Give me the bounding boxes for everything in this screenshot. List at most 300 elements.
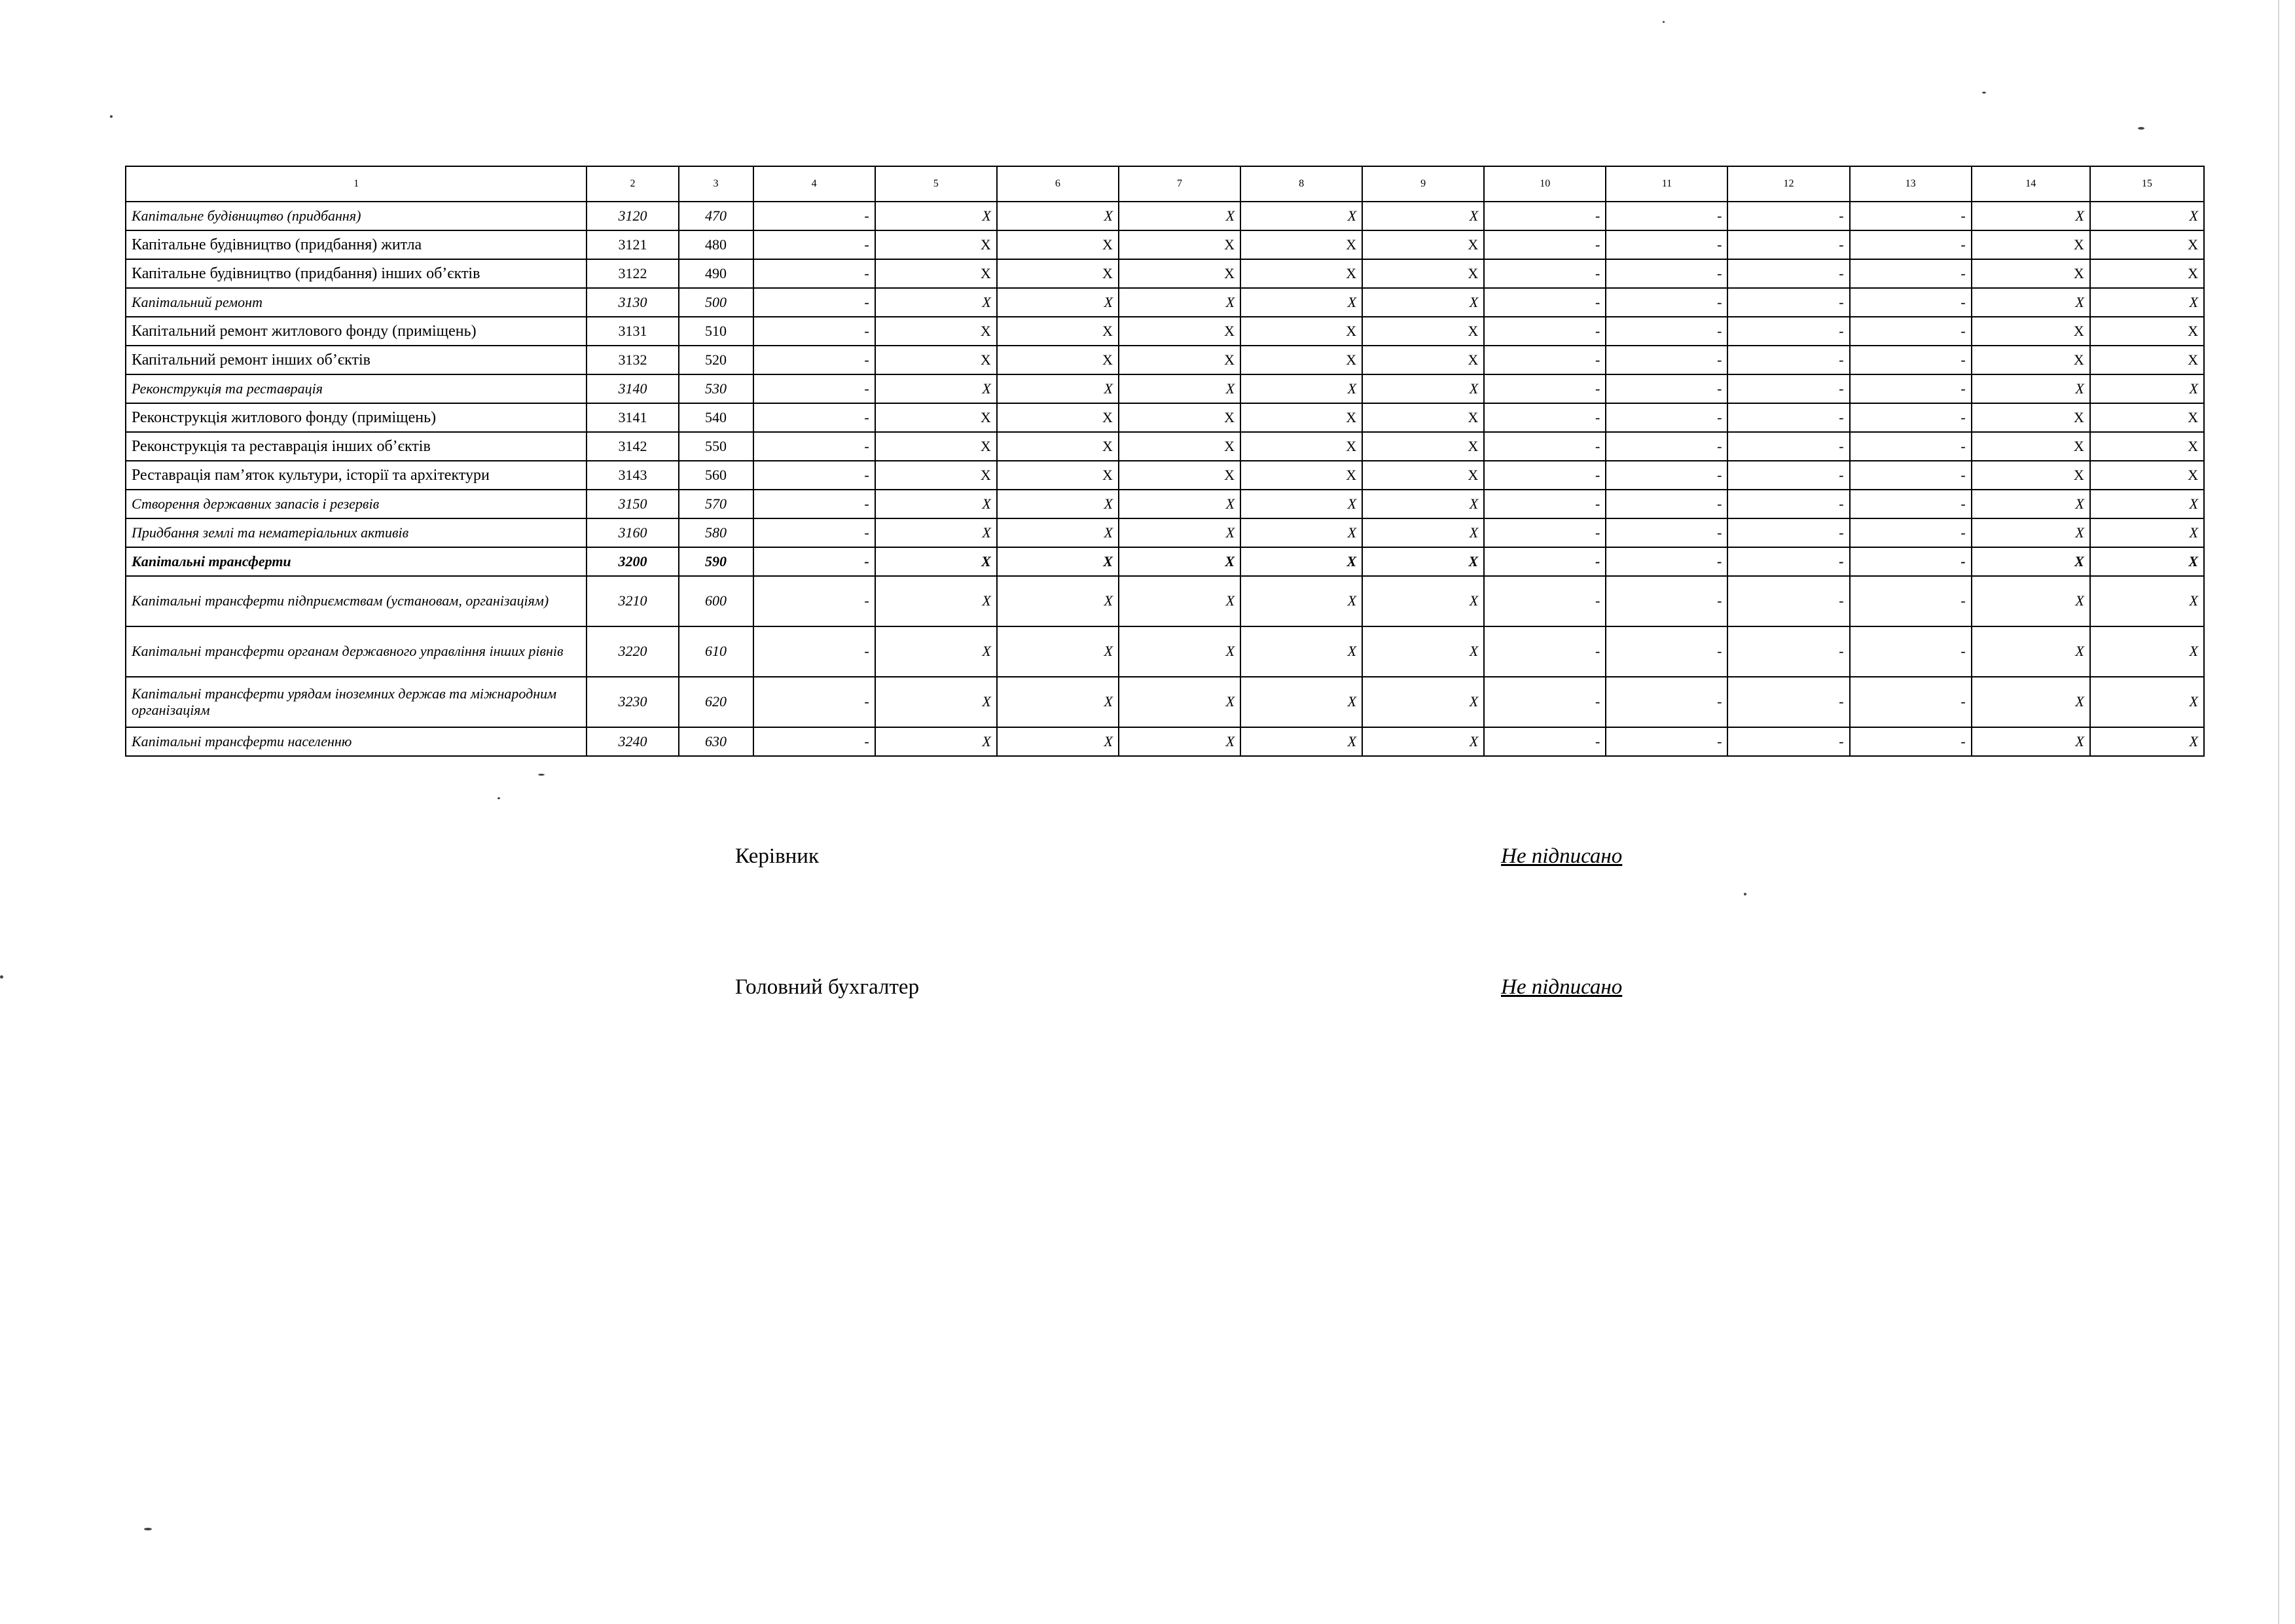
row-value-cell: X	[1972, 677, 2090, 727]
row-value-cell: X	[1362, 727, 1484, 756]
row-value-cell: X	[875, 461, 997, 490]
row-value-cell: X	[875, 518, 997, 547]
column-header: 10	[1484, 166, 1606, 202]
row-value-cell: -	[1606, 490, 1727, 518]
column-header: 3	[679, 166, 753, 202]
table-row	[126, 576, 2204, 626]
row-value-cell: X	[875, 727, 997, 756]
row-value-cell: X	[997, 374, 1119, 403]
row-value-cell: X	[875, 576, 997, 626]
row-value-cell: X	[997, 727, 1119, 756]
row-value-cell: -	[1727, 346, 1849, 374]
row-value-cell: X	[1240, 202, 1362, 230]
row-value-cell: X	[1119, 346, 1240, 374]
column-header: 9	[1362, 166, 1484, 202]
row-value-cell: X	[875, 626, 997, 677]
row-value-cell: X	[1362, 403, 1484, 432]
row-value-cell: X	[1972, 490, 2090, 518]
row-line-code: 520	[679, 346, 753, 374]
row-line-code: 630	[679, 727, 753, 756]
row-value-cell: -	[1850, 461, 1972, 490]
row-value-cell: X	[1240, 403, 1362, 432]
row-value-cell: X	[2090, 230, 2204, 259]
row-value-cell: -	[753, 317, 875, 346]
row-value-cell: X	[2090, 317, 2204, 346]
accountant-signature-status: Не підписано	[1501, 975, 1623, 999]
row-value-cell: -	[1850, 576, 1972, 626]
row-code: 3121	[587, 230, 678, 259]
row-value-cell: X	[1119, 547, 1240, 576]
row-line-code: 580	[679, 518, 753, 547]
row-value-cell: -	[1484, 490, 1606, 518]
row-value-cell: X	[2090, 490, 2204, 518]
table-row	[126, 461, 2204, 490]
row-value-cell: X	[875, 490, 997, 518]
expenditure-table	[125, 166, 2205, 757]
row-value-cell: X	[1362, 547, 1484, 576]
row-line-code: 570	[679, 490, 753, 518]
row-name: Капітальний ремонт житлового фонду (приміщень)	[126, 317, 587, 346]
column-header: 4	[753, 166, 875, 202]
row-value-cell: -	[1727, 202, 1849, 230]
row-value-cell: -	[1850, 518, 1972, 547]
row-value-cell: -	[753, 490, 875, 518]
row-value-cell: X	[1240, 374, 1362, 403]
row-value-cell: X	[2090, 461, 2204, 490]
row-value-cell: X	[2090, 259, 2204, 288]
row-value-cell: -	[1606, 677, 1727, 727]
row-value-cell: X	[2090, 518, 2204, 547]
row-value-cell: X	[2090, 677, 2204, 727]
row-code: 3131	[587, 317, 678, 346]
row-value-cell: X	[875, 259, 997, 288]
row-value-cell: X	[1240, 727, 1362, 756]
row-value-cell: X	[875, 374, 997, 403]
table-row	[126, 374, 2204, 403]
row-line-code: 590	[679, 547, 753, 576]
row-value-cell: X	[2090, 727, 2204, 756]
row-value-cell: X	[1362, 518, 1484, 547]
table-row	[126, 490, 2204, 518]
row-value-cell: -	[1850, 626, 1972, 677]
row-value-cell: X	[1119, 518, 1240, 547]
row-code: 3160	[587, 518, 678, 547]
scan-speck	[110, 115, 113, 118]
table-row	[126, 230, 2204, 259]
row-line-code: 550	[679, 432, 753, 461]
table-row	[126, 626, 2204, 677]
row-value-cell: X	[875, 547, 997, 576]
row-value-cell: X	[997, 518, 1119, 547]
row-value-cell: -	[1850, 317, 1972, 346]
row-value-cell: -	[1606, 432, 1727, 461]
row-value-cell: X	[1240, 461, 1362, 490]
row-code: 3230	[587, 677, 678, 727]
row-value-cell: X	[1972, 576, 2090, 626]
scan-speck	[0, 975, 3, 979]
row-name: Придбання землі та нематеріальних активів	[126, 518, 587, 547]
row-line-code: 610	[679, 626, 753, 677]
row-value-cell: -	[1484, 432, 1606, 461]
row-value-cell: X	[2090, 374, 2204, 403]
row-value-cell: -	[1484, 346, 1606, 374]
row-value-cell: X	[1240, 288, 1362, 317]
row-value-cell: -	[1606, 727, 1727, 756]
row-value-cell: X	[1119, 432, 1240, 461]
row-value-cell: X	[1362, 288, 1484, 317]
row-value-cell: X	[875, 346, 997, 374]
row-value-cell: -	[1484, 518, 1606, 547]
row-value-cell: X	[1362, 626, 1484, 677]
row-value-cell: X	[1972, 230, 2090, 259]
row-code: 3150	[587, 490, 678, 518]
row-value-cell: X	[875, 677, 997, 727]
head-signature-status: Не підписано	[1501, 844, 1623, 868]
table-row	[126, 403, 2204, 432]
row-value-cell: X	[1240, 432, 1362, 461]
row-line-code: 480	[679, 230, 753, 259]
scan-speck	[497, 797, 500, 799]
scan-speck	[144, 1528, 152, 1530]
row-value-cell: X	[997, 230, 1119, 259]
row-name: Реставрація пам’яток культури, історії та архітектури	[126, 461, 587, 490]
row-value-cell: -	[753, 626, 875, 677]
row-value-cell: -	[753, 374, 875, 403]
row-value-cell: -	[1850, 374, 1972, 403]
row-value-cell: X	[1240, 547, 1362, 576]
row-value-cell: -	[1484, 576, 1606, 626]
row-value-cell: X	[1119, 727, 1240, 756]
row-value-cell: -	[1606, 374, 1727, 403]
row-code: 3240	[587, 727, 678, 756]
row-value-cell: -	[1484, 374, 1606, 403]
row-line-code: 560	[679, 461, 753, 490]
row-value-cell: X	[1972, 317, 2090, 346]
row-value-cell: X	[1972, 374, 2090, 403]
row-value-cell: -	[1606, 576, 1727, 626]
column-header: 11	[1606, 166, 1727, 202]
row-name: Капітальний ремонт інших об’єктів	[126, 346, 587, 374]
row-line-code: 620	[679, 677, 753, 727]
row-value-cell: -	[1850, 432, 1972, 461]
row-value-cell: -	[1727, 432, 1849, 461]
row-value-cell: X	[1362, 576, 1484, 626]
row-code: 3210	[587, 576, 678, 626]
row-line-code: 500	[679, 288, 753, 317]
row-value-cell: -	[1727, 288, 1849, 317]
row-value-cell: X	[1362, 346, 1484, 374]
row-name: Капітальні трансферти населенню	[126, 727, 587, 756]
row-value-cell: -	[753, 547, 875, 576]
row-value-cell: -	[753, 230, 875, 259]
row-value-cell: -	[753, 518, 875, 547]
row-value-cell: X	[1119, 626, 1240, 677]
scan-edge-line	[2278, 0, 2279, 1624]
scan-speck	[538, 774, 545, 776]
row-value-cell: -	[1727, 403, 1849, 432]
row-name: Капітальні трансферти органам державного управління інших рівнів	[126, 626, 587, 677]
row-value-cell: X	[997, 317, 1119, 346]
row-value-cell: -	[753, 403, 875, 432]
row-name: Створення державних запасів і резервів	[126, 490, 587, 518]
row-value-cell: -	[1606, 288, 1727, 317]
table-row	[126, 288, 2204, 317]
row-value-cell: X	[1362, 230, 1484, 259]
row-value-cell: -	[753, 288, 875, 317]
table-row	[126, 677, 2204, 727]
row-value-cell: X	[997, 677, 1119, 727]
row-value-cell: X	[1119, 576, 1240, 626]
row-value-cell: -	[1606, 346, 1727, 374]
row-value-cell: X	[1362, 490, 1484, 518]
row-value-cell: X	[1240, 490, 1362, 518]
row-value-cell: -	[1727, 461, 1849, 490]
row-value-cell: X	[1362, 677, 1484, 727]
row-value-cell: X	[2090, 576, 2204, 626]
row-name: Капітальне будівництво (придбання) інших об’єктів	[126, 259, 587, 288]
row-value-cell: -	[1850, 202, 1972, 230]
row-value-cell: -	[1727, 677, 1849, 727]
row-value-cell: -	[753, 461, 875, 490]
row-code: 3141	[587, 403, 678, 432]
scan-speck	[2138, 127, 2144, 130]
column-header: 14	[1972, 166, 2090, 202]
row-value-cell: X	[997, 461, 1119, 490]
row-value-cell: X	[2090, 202, 2204, 230]
row-value-cell: -	[1850, 727, 1972, 756]
row-value-cell: X	[1972, 518, 2090, 547]
table-row	[126, 518, 2204, 547]
row-line-code: 540	[679, 403, 753, 432]
row-value-cell: X	[1240, 259, 1362, 288]
row-value-cell: X	[1240, 626, 1362, 677]
row-code: 3122	[587, 259, 678, 288]
row-value-cell: -	[1727, 490, 1849, 518]
row-value-cell: -	[1727, 259, 1849, 288]
row-value-cell: -	[1484, 317, 1606, 346]
row-value-cell: -	[1850, 230, 1972, 259]
column-header: 1	[126, 166, 587, 202]
row-value-cell: -	[753, 727, 875, 756]
row-value-cell: X	[1119, 230, 1240, 259]
row-value-cell: -	[1727, 374, 1849, 403]
row-value-cell: -	[1484, 403, 1606, 432]
row-value-cell: X	[1362, 317, 1484, 346]
row-code: 3143	[587, 461, 678, 490]
row-value-cell: X	[2090, 432, 2204, 461]
row-value-cell: X	[997, 432, 1119, 461]
row-value-cell: X	[2090, 626, 2204, 677]
row-value-cell: -	[1727, 518, 1849, 547]
row-name: Капітальне будівництво (придбання) житла	[126, 230, 587, 259]
row-name: Реконструкція та реставрація	[126, 374, 587, 403]
row-name: Реконструкція та реставрація інших об’єктів	[126, 432, 587, 461]
row-line-code: 490	[679, 259, 753, 288]
row-value-cell: X	[875, 403, 997, 432]
table-row	[126, 317, 2204, 346]
row-value-cell: X	[1972, 461, 2090, 490]
row-value-cell: -	[1484, 202, 1606, 230]
row-value-cell: -	[1484, 547, 1606, 576]
row-value-cell: X	[2090, 547, 2204, 576]
row-name: Реконструкція житлового фонду (приміщень)	[126, 403, 587, 432]
row-value-cell: X	[1362, 259, 1484, 288]
row-code: 3140	[587, 374, 678, 403]
row-value-cell: -	[1484, 288, 1606, 317]
row-code: 3200	[587, 547, 678, 576]
row-value-cell: -	[1484, 461, 1606, 490]
column-header: 15	[2090, 166, 2204, 202]
header-row	[126, 166, 2204, 202]
row-value-cell: X	[2090, 403, 2204, 432]
column-header: 6	[997, 166, 1119, 202]
row-value-cell: -	[1606, 317, 1727, 346]
row-value-cell: -	[1727, 230, 1849, 259]
row-value-cell: X	[2090, 346, 2204, 374]
row-value-cell: X	[875, 288, 997, 317]
row-value-cell: X	[997, 490, 1119, 518]
row-value-cell: -	[1850, 547, 1972, 576]
row-value-cell: X	[1362, 202, 1484, 230]
row-value-cell: X	[875, 432, 997, 461]
row-value-cell: X	[997, 626, 1119, 677]
row-value-cell: X	[1240, 518, 1362, 547]
row-value-cell: -	[1606, 547, 1727, 576]
row-name: Капітальні трансферти	[126, 547, 587, 576]
row-value-cell: X	[997, 576, 1119, 626]
row-value-cell: X	[997, 259, 1119, 288]
row-value-cell: -	[1484, 230, 1606, 259]
table-row	[126, 547, 2204, 576]
column-header: 12	[1727, 166, 1849, 202]
row-value-cell: X	[1972, 727, 2090, 756]
column-header: 13	[1850, 166, 1972, 202]
row-value-cell: -	[1727, 727, 1849, 756]
column-header: 7	[1119, 166, 1240, 202]
row-value-cell: -	[1484, 727, 1606, 756]
row-value-cell: X	[2090, 288, 2204, 317]
row-value-cell: X	[1119, 259, 1240, 288]
table-row	[126, 432, 2204, 461]
row-value-cell: -	[1606, 259, 1727, 288]
row-value-cell: X	[997, 547, 1119, 576]
column-header: 8	[1240, 166, 1362, 202]
accountant-signature-label: Головний бухгалтер	[735, 975, 920, 999]
row-value-cell: X	[875, 202, 997, 230]
table-row	[126, 727, 2204, 756]
row-value-cell: -	[1727, 626, 1849, 677]
row-value-cell: -	[1606, 202, 1727, 230]
row-value-cell: -	[1484, 677, 1606, 727]
row-value-cell: X	[1972, 403, 2090, 432]
row-value-cell: X	[1972, 626, 2090, 677]
row-line-code: 470	[679, 202, 753, 230]
row-name: Капітальний ремонт	[126, 288, 587, 317]
row-value-cell: X	[1119, 288, 1240, 317]
row-value-cell: -	[1606, 518, 1727, 547]
scan-speck	[1663, 21, 1665, 23]
row-code: 3130	[587, 288, 678, 317]
row-value-cell: X	[997, 202, 1119, 230]
row-name: Капітальні трансферти урядам іноземних держав та міжнародним організаціям	[126, 677, 587, 727]
row-value-cell: X	[1119, 490, 1240, 518]
row-line-code: 510	[679, 317, 753, 346]
scan-speck	[1982, 92, 1986, 94]
row-value-cell: X	[997, 346, 1119, 374]
row-code: 3132	[587, 346, 678, 374]
row-value-cell: X	[997, 403, 1119, 432]
row-value-cell: X	[1119, 403, 1240, 432]
row-value-cell: -	[1606, 626, 1727, 677]
row-value-cell: -	[753, 202, 875, 230]
row-value-cell: -	[753, 259, 875, 288]
row-value-cell: -	[1850, 490, 1972, 518]
row-value-cell: X	[1240, 677, 1362, 727]
row-value-cell: X	[1119, 461, 1240, 490]
row-value-cell: -	[1606, 230, 1727, 259]
row-code: 3220	[587, 626, 678, 677]
row-line-code: 600	[679, 576, 753, 626]
row-code: 3120	[587, 202, 678, 230]
row-value-cell: -	[1850, 259, 1972, 288]
row-value-cell: X	[1972, 202, 2090, 230]
row-value-cell: -	[1850, 346, 1972, 374]
row-value-cell: X	[875, 230, 997, 259]
table-header	[126, 166, 2204, 202]
row-value-cell: -	[1727, 547, 1849, 576]
row-value-cell: -	[1606, 403, 1727, 432]
row-value-cell: X	[1119, 202, 1240, 230]
row-value-cell: X	[1240, 230, 1362, 259]
row-value-cell: -	[1606, 461, 1727, 490]
table-row	[126, 259, 2204, 288]
row-value-cell: X	[875, 317, 997, 346]
row-value-cell: -	[1850, 403, 1972, 432]
row-value-cell: X	[1119, 374, 1240, 403]
row-name: Капітальні трансферти підприємствам (установам, організаціям)	[126, 576, 587, 626]
row-value-cell: X	[1119, 677, 1240, 727]
row-value-cell: X	[1362, 461, 1484, 490]
row-value-cell: X	[1972, 547, 2090, 576]
row-value-cell: X	[1362, 374, 1484, 403]
head-signature-label: Керівник	[735, 844, 820, 868]
table-body	[126, 202, 2204, 756]
row-value-cell: X	[1240, 576, 1362, 626]
row-name: Капітальне будівництво (придбання)	[126, 202, 587, 230]
row-value-cell: X	[997, 288, 1119, 317]
row-value-cell: X	[1240, 346, 1362, 374]
row-value-cell: -	[753, 432, 875, 461]
row-value-cell: X	[1362, 432, 1484, 461]
row-value-cell: -	[1850, 288, 1972, 317]
row-value-cell: -	[1850, 677, 1972, 727]
row-value-cell: -	[753, 576, 875, 626]
row-value-cell: -	[753, 346, 875, 374]
row-value-cell: -	[753, 677, 875, 727]
row-value-cell: X	[1972, 346, 2090, 374]
row-value-cell: X	[1119, 317, 1240, 346]
row-value-cell: -	[1484, 626, 1606, 677]
column-header: 5	[875, 166, 997, 202]
row-value-cell: -	[1727, 576, 1849, 626]
table-row	[126, 202, 2204, 230]
row-value-cell: -	[1727, 317, 1849, 346]
row-value-cell: -	[1484, 259, 1606, 288]
row-line-code: 530	[679, 374, 753, 403]
row-value-cell: X	[1972, 288, 2090, 317]
column-header: 2	[587, 166, 678, 202]
row-value-cell: X	[1972, 259, 2090, 288]
